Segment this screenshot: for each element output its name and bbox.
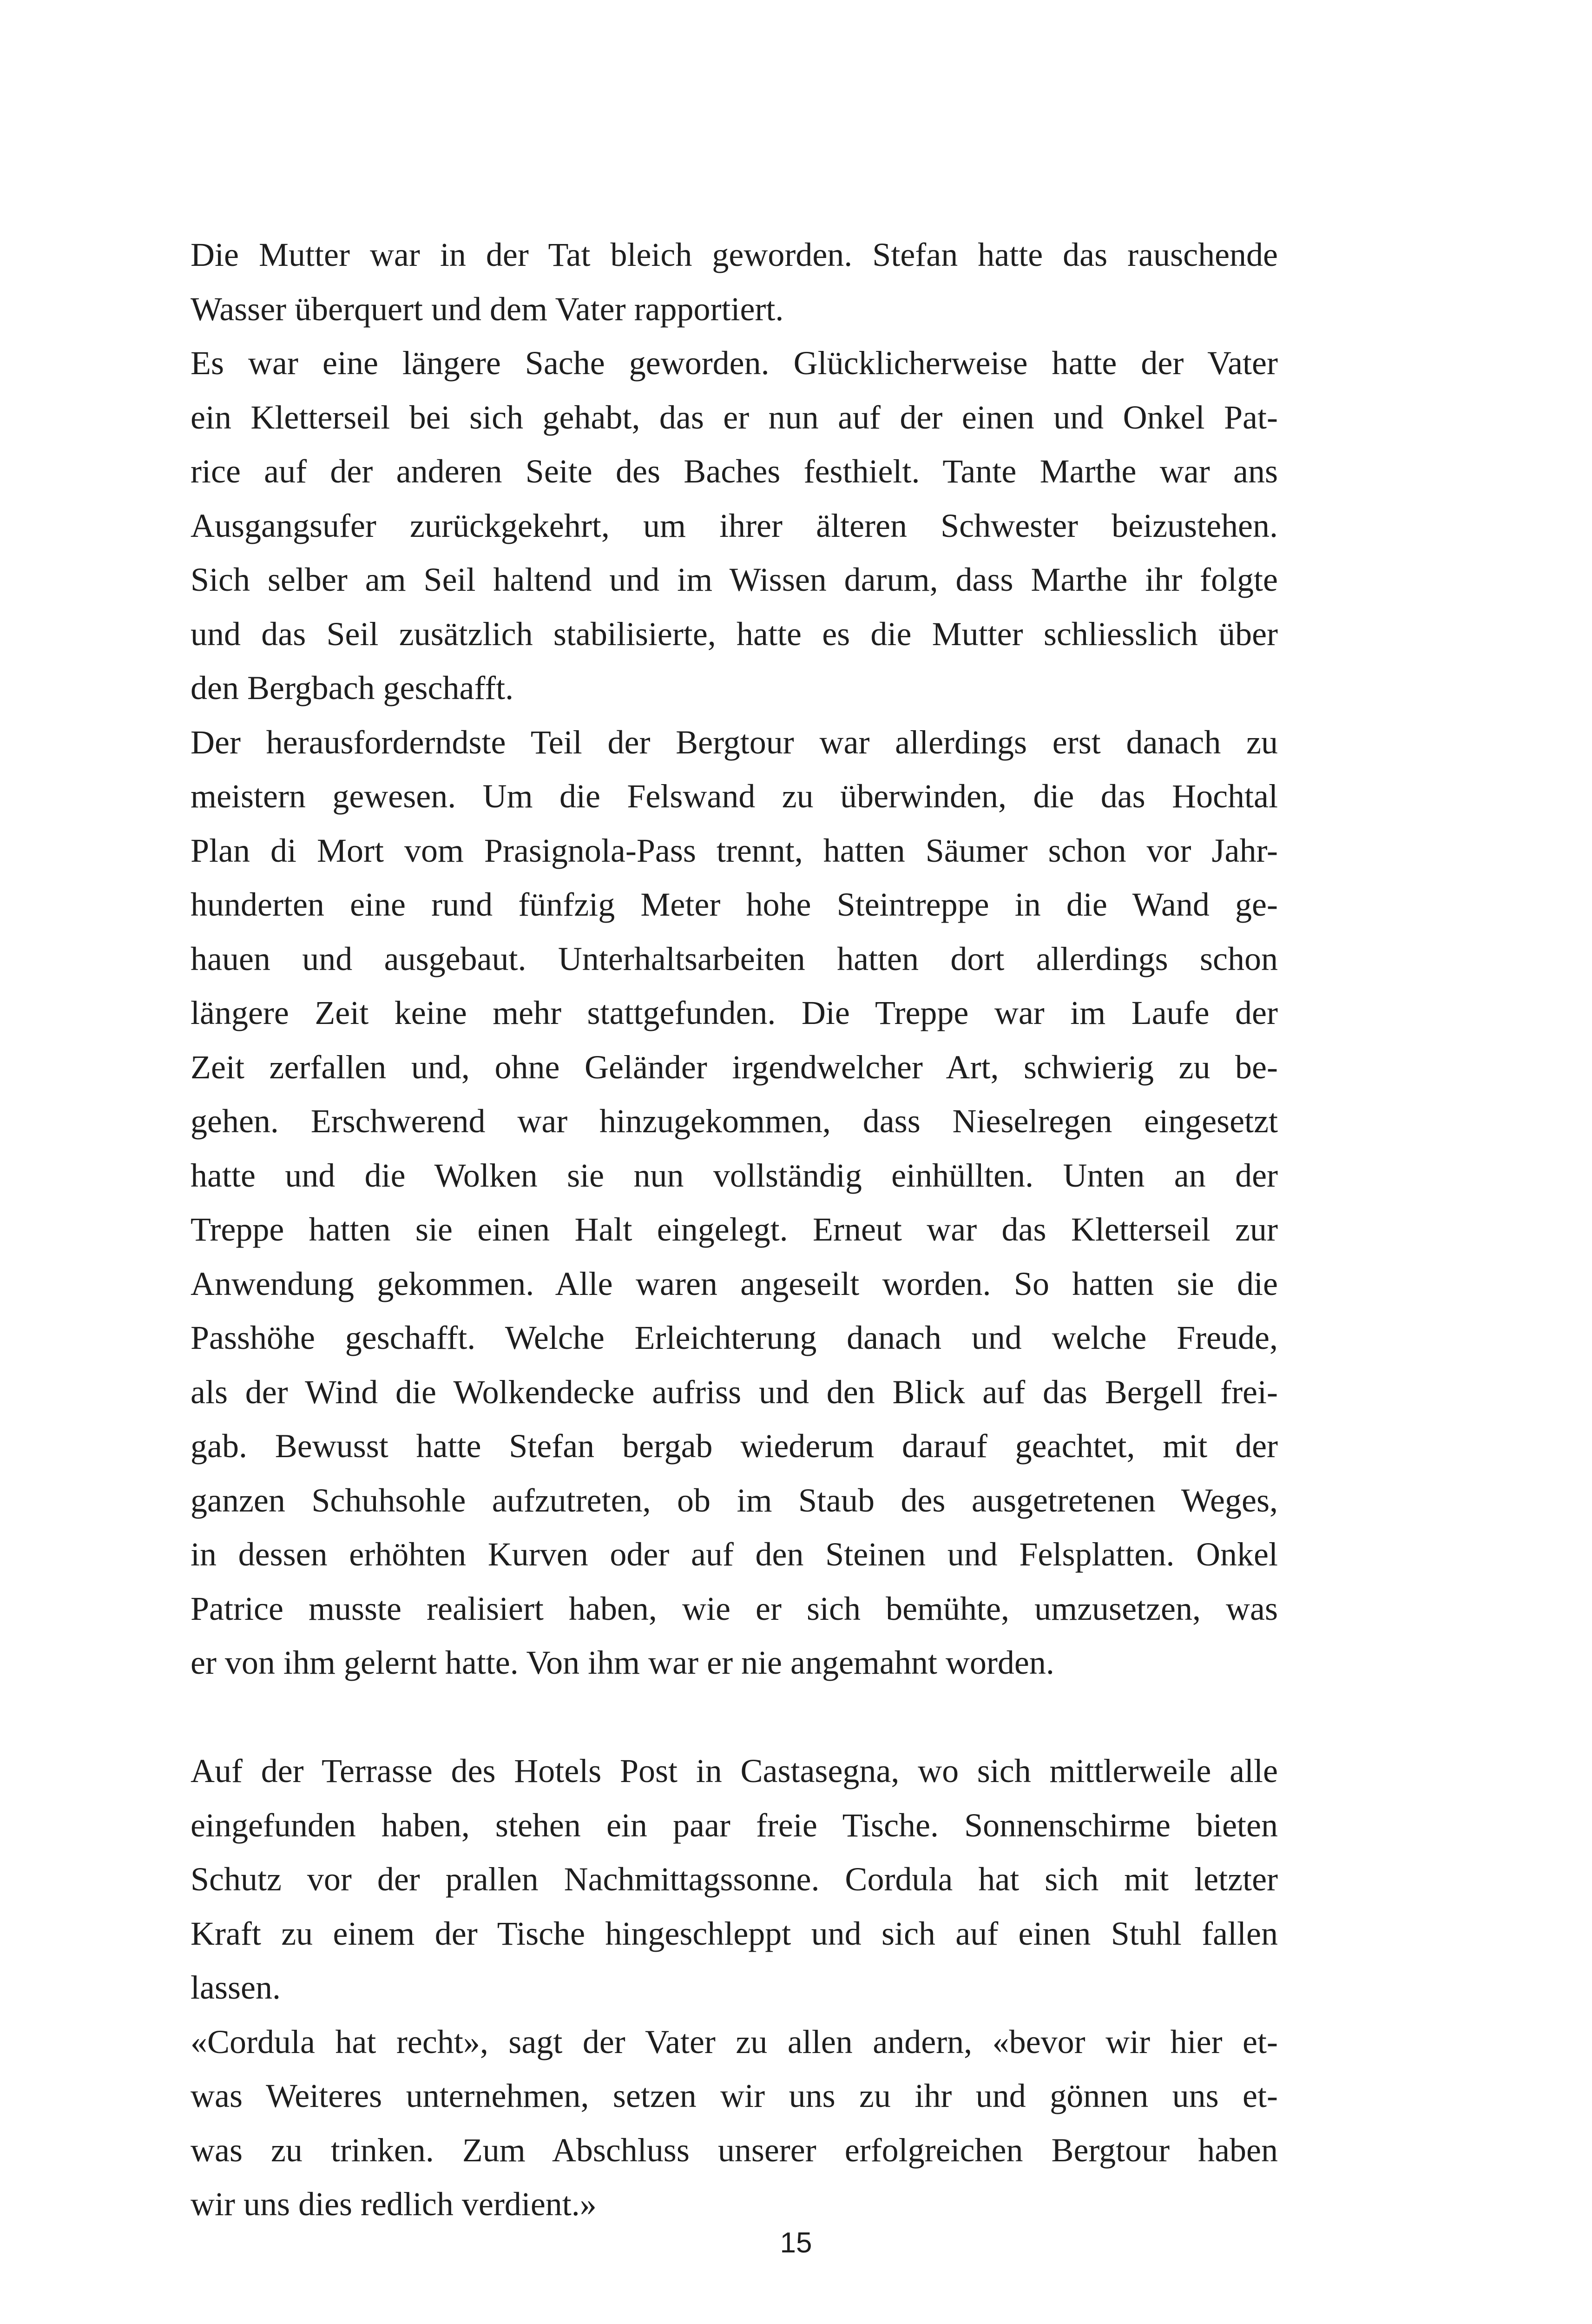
text-line: er von ihm gelernt hatte. Von ihm war er nie angemahnt worden. <box>191 1644 1054 1681</box>
text-line: Der herausforderndste Teil der Bergtour war allerdings erst danach zu <box>191 723 1278 761</box>
text-line: hunderten eine rund fünfzig Meter hohe Steintreppe in die Wand ge- <box>191 886 1278 923</box>
text-line: Treppe hatten sie einen Halt eingelegt. Erneut war das Kletterseil zur <box>191 1211 1278 1248</box>
text-line: gehen. Erschwerend war hinzugekommen, dass Nieselregen eingesetzt <box>191 1103 1278 1140</box>
paragraph <box>191 2015 1278 2232</box>
text-line: Patrice musste realisiert haben, wie er sich bemühte, umzusetzen, was <box>191 1590 1278 1627</box>
text-line: «Cordula hat recht», sagt der Vater zu allen andern, «bevor wir hier et- <box>191 2023 1278 2060</box>
text-line: hauen und ausgebaut. Unterhaltsarbeiten hatten dort allerdings schon <box>191 940 1278 977</box>
text-line: eingefunden haben, stehen ein paar freie Tische. Sonnenschirme bieten <box>191 1806 1278 1844</box>
paragraph-gap <box>191 1690 1278 1744</box>
paragraph <box>191 228 1278 336</box>
text-line: Zeit zerfallen und, ohne Geländer irgendwelcher Art, schwierig zu be- <box>191 1048 1278 1086</box>
text-line: rice auf der anderen Seite des Baches festhielt. Tante Marthe war ans <box>191 453 1278 490</box>
text-line: Wasser überquert und dem Vater rapportiert. <box>191 290 784 328</box>
text-line: lassen. <box>191 1969 281 2006</box>
text-line: Passhöhe geschafft. Welche Erleichterung danach und welche Freude, <box>191 1319 1278 1356</box>
text-line: was Weiteres unternehmen, setzen wir uns zu ihr und gönnen uns et- <box>191 2077 1278 2114</box>
text-line: in dessen erhöhten Kurven oder auf den Steinen und Felsplatten. Onkel <box>191 1536 1278 1573</box>
paragraph <box>191 715 1278 1690</box>
text-line: Kraft zu einem der Tische hingeschleppt und sich auf einen Stuhl fallen <box>191 1915 1278 1952</box>
text-line: was zu trinken. Zum Abschluss unserer erfolgreichen Bergtour haben <box>191 2131 1278 2169</box>
paragraph <box>191 1744 1278 2015</box>
text-line: wir uns dies redlich verdient.» <box>191 2185 597 2223</box>
text-line: ganzen Schuhsohle aufzutreten, ob im Staub des ausgetretenen Weges, <box>191 1481 1278 1519</box>
text-line: den Bergbach geschafft. <box>191 669 514 706</box>
text-line: Schutz vor der prallen Nachmittagssonne. Cordula hat sich mit letzter <box>191 1861 1278 1898</box>
text-line: und das Seil zusätzlich stabilisierte, hatte es die Mutter schliesslich über <box>191 615 1278 653</box>
page-number: 15 <box>780 2227 812 2259</box>
text-line: Plan di Mort vom Prasignola-Pass trennt, hatten Säumer schon vor Jahr- <box>191 832 1278 869</box>
body-text <box>191 228 1278 2232</box>
text-line: Anwendung gekommen. Alle waren angeseilt worden. So hatten sie die <box>191 1265 1278 1302</box>
text-line: Es war eine längere Sache geworden. Glücklicherweise hatte der Vater <box>191 344 1278 382</box>
text-line: längere Zeit keine mehr stattgefunden. Die Treppe war im Laufe der <box>191 994 1278 1031</box>
text-line: Auf der Terrasse des Hotels Post in Castasegna, wo sich mittlerweile alle <box>191 1752 1278 1789</box>
text-line: als der Wind die Wolkendecke aufriss und den Blick auf das Bergell frei- <box>191 1373 1278 1411</box>
text-line: meistern gewesen. Um die Felswand zu überwinden, die das Hochtal <box>191 778 1278 815</box>
text-line: ein Kletterseil bei sich gehabt, das er nun auf der einen und Onkel Pat- <box>191 398 1278 436</box>
text-line: Sich selber am Seil haltend und im Wissen darum, dass Marthe ihr folgte <box>191 561 1278 598</box>
text-line: gab. Bewusst hatte Stefan bergab wiederum darauf geachtet, mit der <box>191 1427 1278 1465</box>
text-line: Die Mutter war in der Tat bleich geworden. Stefan hatte das rauschende <box>191 236 1278 273</box>
paragraph <box>191 336 1278 715</box>
text-line: Ausgangsufer zurückgekehrt, um ihrer älteren Schwester beizustehen. <box>191 507 1278 544</box>
text-line: hatte und die Wolken sie nun vollständig einhüllten. Unten an der <box>191 1156 1278 1194</box>
